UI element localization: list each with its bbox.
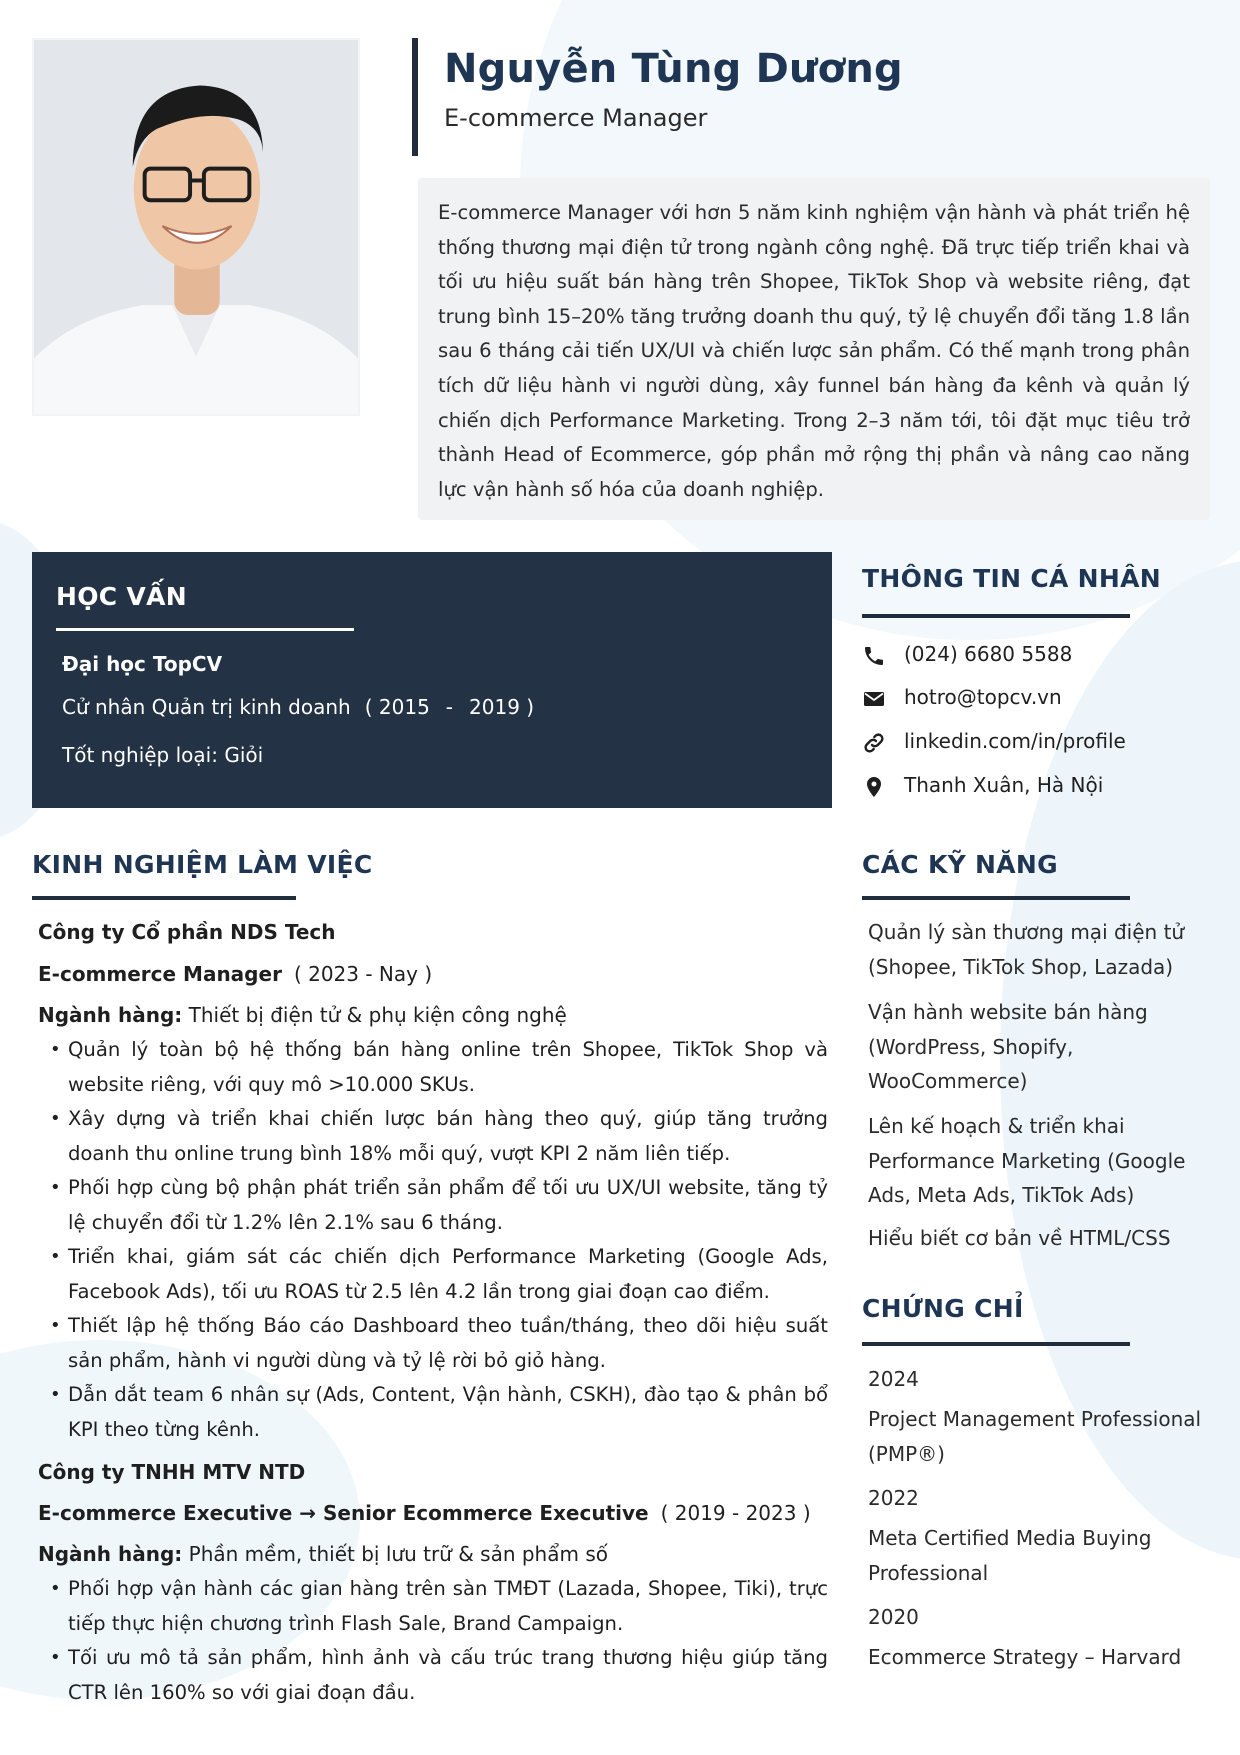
job-bullet: • Thiết lập hệ thống Báo cáo Dashboard theo tuần/tháng, theo dõi hiệu suất sản phẩm, hành vi người dùng và tỷ lệ rời bỏ giỏ hàng. — [38, 1309, 828, 1378]
certificate-year: 2024 — [868, 1367, 919, 1391]
experience-title: KINH NGHIỆM LÀM VIỆC — [32, 850, 373, 879]
industry-value: Thiết bị điện tử & phụ kiện công nghệ — [188, 1003, 567, 1027]
skill-item: Vận hành website bán hàng (WordPress, Shopify, WooCommerce) — [868, 1000, 1148, 1093]
contact-text: linkedin.com/in/profile — [904, 729, 1126, 753]
job-bullet: • Phối hợp vận hành các gian hàng trên sàn TMĐT (Lazada, Shopee, Tiki), trực tiếp thực hiện chương trình Flash Sale, Brand Campaign. — [38, 1572, 828, 1641]
certificate-year: 2020 — [868, 1605, 919, 1629]
job-period: ( 2023 - Nay ) — [293, 962, 433, 986]
profile-photo — [32, 38, 360, 416]
degree-end: 2019 — [469, 695, 520, 719]
education-section — [32, 552, 832, 808]
paren-open: ( — [364, 695, 379, 719]
portrait-illustration — [34, 40, 358, 414]
job-period: ( 2019 - 2023 ) — [660, 1501, 811, 1525]
name-block — [412, 38, 1192, 156]
contact-phone — [862, 642, 1240, 672]
contact-text: (024) 6680 5588 — [904, 642, 1073, 666]
link-icon — [862, 731, 888, 755]
degree-name: Cử nhân Quản trị kinh doanh — [62, 695, 351, 719]
education-title: HỌC VẤN — [56, 582, 187, 611]
job-title — [38, 1501, 811, 1525]
contact-title: THÔNG TIN CÁ NHÂN — [862, 564, 1161, 593]
contact-linkedin — [862, 729, 1240, 759]
skill-item: Lên kế hoạch & triển khai Performance Marketing (Google Ads, Meta Ads, TikTok Ads) — [868, 1114, 1186, 1207]
candidate-name: Nguyễn Tùng Dương — [444, 46, 903, 92]
industry-value: Phần mềm, thiết bị lưu trữ & sản phẩm số — [188, 1542, 608, 1566]
certificate-year: 2022 — [868, 1486, 919, 1510]
job-bullet: • Dẫn dắt team 6 nhân sự (Ads, Content, Vận hành, CSKH), đào tạo & phân bổ KPI theo từng kênh. — [38, 1378, 828, 1447]
skills-divider — [862, 896, 1130, 900]
industry-label: Ngành hàng: — [38, 1003, 183, 1027]
job-bullet: • Quản lý toàn bộ hệ thống bán hàng online trên Shopee, TikTok Shop và website riêng, với quy mô >10.000 SKUs. — [38, 1033, 828, 1102]
education-school: Đại học TopCV — [62, 652, 223, 676]
job-company: Công ty TNHH MTV NTD — [38, 1460, 306, 1484]
certificate-name: Ecommerce Strategy – Harvard — [868, 1645, 1182, 1669]
education-grade: Tốt nghiệp loại: Giỏi — [62, 743, 264, 767]
job-position: E-commerce Manager — [38, 962, 282, 986]
summary-box — [418, 178, 1210, 520]
degree-start: 2015 — [378, 695, 430, 719]
job-bullet: • Xây dựng và triển khai chiến lược bán hàng theo quý, giúp tăng trưởng doanh thu online trung bình 18% mỗi quý, vượt KPI 2 năm liên tiếp. — [38, 1102, 828, 1171]
mail-icon — [862, 687, 888, 711]
contact-divider — [862, 614, 1130, 618]
contact-email — [862, 685, 1240, 715]
job-bullet: • Tối ưu mô tả sản phẩm, hình ảnh và cấu trúc trang thương hiệu giúp tăng CTR lên 160% so với giai đoạn đầu. — [38, 1641, 828, 1710]
location-pin-icon — [862, 775, 888, 799]
education-degree — [62, 695, 534, 719]
job-bullet: • Triển khai, giám sát các chiến dịch Performance Marketing (Google Ads, Facebook Ads), tối ưu ROAS từ 2.5 lên 4.2 lần trong giai đoạn cao điểm. — [38, 1240, 828, 1309]
education-divider — [56, 628, 354, 631]
certificates-divider — [862, 1342, 1130, 1346]
job-bullets — [38, 1033, 828, 1447]
experience-divider — [32, 896, 296, 900]
skill-item: Quản lý sàn thương mại điện tử (Shopee, TikTok Shop, Lazada) — [868, 920, 1185, 979]
job-industry — [38, 1003, 567, 1027]
certificate-name: Meta Certified Media Buying Professional — [868, 1526, 1152, 1585]
phone-icon — [862, 644, 888, 668]
job-title — [38, 962, 432, 986]
job-industry — [38, 1542, 608, 1566]
industry-label: Ngành hàng: — [38, 1542, 183, 1566]
skills-title: CÁC KỸ NĂNG — [862, 850, 1058, 879]
job-position: E-commerce Executive → Senior Ecommerce Executive — [38, 1501, 649, 1525]
certificate-name: Project Management Professional (PMP®) — [868, 1407, 1202, 1466]
summary-text: E-commerce Manager với hơn 5 năm kinh nghiệm vận hành và phát triển hệ thống thương mại điện tử trong ngành công nghệ. Đã trực tiếp triển khai và tối ưu hiệu suất bán hàng trên Shopee, TikTok Shop và website riêng, đạt trung bình 15–20% tăng trưởng doanh thu quý, tỷ lệ chuyển đổi tăng 1.8 lần sau 6 tháng cải tiến UX/UI và chiến lược sản phẩm. Có thế mạnh trong phân tích dữ liệu hành vi người dùng, xây funnel bán hàng đa kênh và quản lý chiến dịch Performance Marketing. Trong 2–3 năm tới, tôi đặt mục tiêu trở thành Head of Ecommerce, góp phần mở rộng thị phần và nâng cao năng lực vận hành số hóa của doanh nghiệp. — [438, 201, 1190, 501]
candidate-role: E-commerce Manager — [444, 104, 708, 132]
contact-text: Thanh Xuân, Hà Nội — [904, 773, 1104, 797]
degree-dash: - — [445, 695, 454, 719]
contact-text: hotro@topcv.vn — [904, 685, 1062, 709]
contact-location — [862, 773, 1240, 803]
job-company: Công ty Cổ phần NDS Tech — [38, 920, 336, 944]
certificates-title: CHỨNG CHỈ — [862, 1294, 1024, 1323]
paren-close: ) — [519, 695, 535, 719]
job-bullets — [38, 1572, 828, 1710]
job-bullet: • Phối hợp cùng bộ phận phát triển sản phẩm để tối ưu UX/UI website, tăng tỷ lệ chuyển đổi từ 1.2% lên 2.1% sau 6 tháng. — [38, 1171, 828, 1240]
skill-item: Hiểu biết cơ bản về HTML/CSS — [868, 1226, 1171, 1250]
